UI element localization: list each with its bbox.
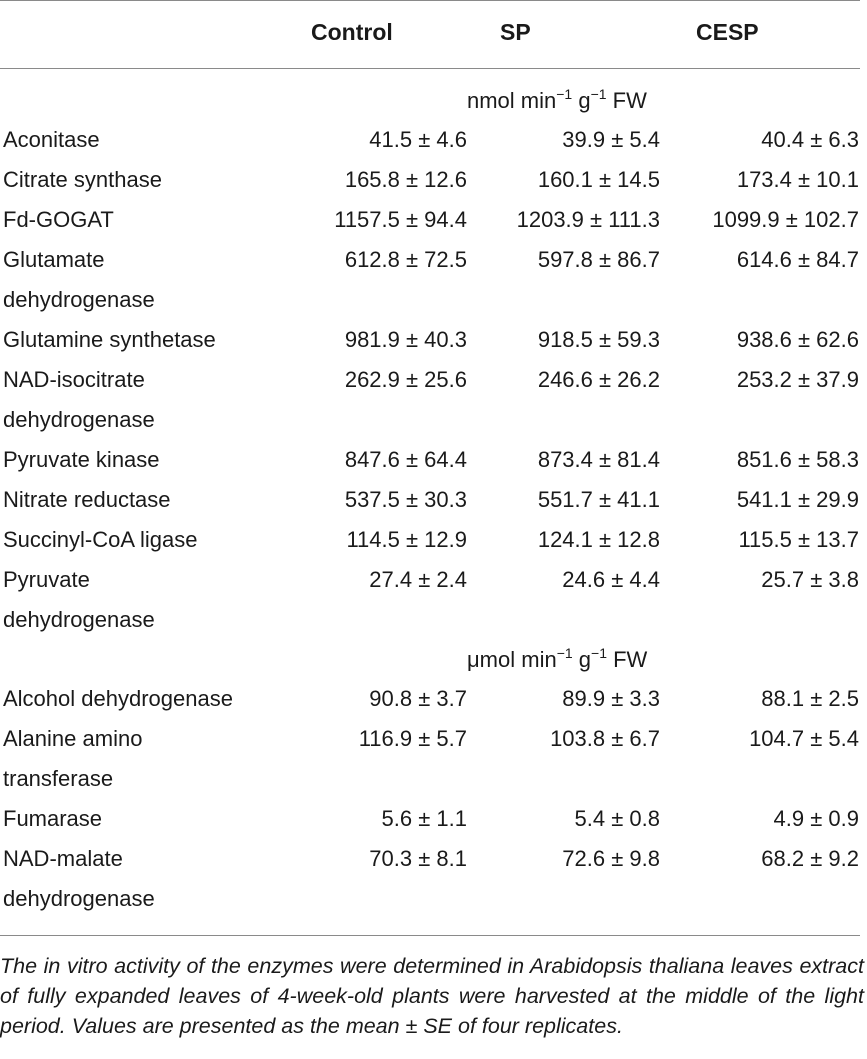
enzyme-name: Pyruvate <box>3 567 90 592</box>
value-control: 116.9 ± 5.7 <box>358 726 467 751</box>
value-cesp: 851.6 ± 58.3 <box>736 447 859 472</box>
value-cesp: 88.1 ± 2.5 <box>761 686 859 711</box>
unit-nmol-mid: g <box>572 88 591 113</box>
value-sp: 597.8 ± 86.7 <box>537 247 660 272</box>
value-sp: 72.6 ± 9.8 <box>562 846 660 871</box>
unit-heading-umol <box>467 645 647 675</box>
enzyme-name: Glutamine synthetase <box>3 327 216 352</box>
value-sp: 39.9 ± 5.4 <box>562 127 660 152</box>
enzyme-name-continued: transferase <box>3 766 114 791</box>
value-cesp: 541.1 ± 29.9 <box>736 487 859 512</box>
value-sp: 89.9 ± 3.3 <box>562 686 660 711</box>
value-cesp: 253.2 ± 37.9 <box>736 367 859 392</box>
value-control: 537.5 ± 30.3 <box>344 487 467 512</box>
value-cesp: 40.4 ± 6.3 <box>761 127 859 152</box>
column-header-cesp: CESP <box>696 19 759 45</box>
value-sp: 918.5 ± 59.3 <box>537 327 660 352</box>
unit-nmol-exp2: −1 <box>590 86 607 102</box>
value-control: 70.3 ± 8.1 <box>369 846 467 871</box>
enzyme-name: Succinyl-CoA ligase <box>3 527 198 552</box>
enzyme-name: Glutamate <box>3 247 105 272</box>
value-cesp: 614.6 ± 84.7 <box>736 247 859 272</box>
table-footnote: The in vitro activity of the enzymes were determined in Arabidopsis thaliana leaves extract of fully expanded leaves of 4-week-old plants were harvested at the middle of the light period. Values are presented as the mean ± SE of four replicates. <box>0 954 864 1038</box>
value-cesp: 938.6 ± 62.6 <box>736 327 859 352</box>
unit-nmol-post: FW <box>606 88 647 113</box>
value-cesp: 173.4 ± 10.1 <box>736 167 859 192</box>
value-sp: 160.1 ± 14.5 <box>537 167 660 192</box>
enzyme-name: Pyruvate kinase <box>3 447 160 472</box>
enzyme-name: Alcohol dehydrogenase <box>3 686 233 711</box>
enzyme-name: Nitrate reductase <box>3 487 171 512</box>
column-header-control: Control <box>311 19 393 45</box>
enzyme-name: Alanine amino <box>3 726 143 751</box>
value-sp: 124.1 ± 12.8 <box>537 527 660 552</box>
table-bottom-rule <box>0 935 860 936</box>
value-cesp: 25.7 ± 3.8 <box>761 567 859 592</box>
value-cesp: 68.2 ± 9.2 <box>761 846 859 871</box>
value-control: 90.8 ± 3.7 <box>369 686 467 711</box>
table-top-rule <box>0 0 860 1</box>
value-cesp: 115.5 ± 13.7 <box>738 527 859 552</box>
value-sp: 1203.9 ± 111.3 <box>516 207 660 232</box>
column-header-sp: SP <box>500 19 531 45</box>
enzyme-name-continued: dehydrogenase <box>3 886 155 911</box>
value-control: 262.9 ± 25.6 <box>344 367 467 392</box>
unit-umol-exp1: −1 <box>556 645 573 661</box>
value-control: 847.6 ± 64.4 <box>344 447 467 472</box>
value-cesp: 4.9 ± 0.9 <box>773 806 859 831</box>
value-control: 612.8 ± 72.5 <box>344 247 467 272</box>
value-control: 27.4 ± 2.4 <box>369 567 467 592</box>
value-control: 981.9 ± 40.3 <box>344 327 467 352</box>
unit-umol-exp2: −1 <box>591 645 607 661</box>
enzyme-name: Aconitase <box>3 127 100 152</box>
enzyme-name-continued: dehydrogenase <box>3 607 155 632</box>
unit-umol-post: FW <box>606 647 648 672</box>
value-sp: 24.6 ± 4.4 <box>562 567 660 592</box>
enzyme-name-continued: dehydrogenase <box>3 287 155 312</box>
unit-umol-pre: μmol min <box>467 647 557 672</box>
enzyme-name: NAD-isocitrate <box>3 367 145 392</box>
enzyme-name: Fumarase <box>3 806 103 831</box>
enzyme-name: Fd-GOGAT <box>3 207 114 232</box>
value-control: 1157.5 ± 94.4 <box>334 207 467 232</box>
value-sp: 103.8 ± 6.7 <box>550 726 660 751</box>
value-sp: 551.7 ± 41.1 <box>537 487 660 512</box>
value-cesp: 1099.9 ± 102.7 <box>712 207 859 232</box>
enzyme-name-continued: dehydrogenase <box>3 407 155 432</box>
value-cesp: 104.7 ± 5.4 <box>749 726 859 751</box>
enzyme-name: NAD-malate <box>3 846 123 871</box>
value-control: 5.6 ± 1.1 <box>381 806 467 831</box>
value-control: 114.5 ± 12.9 <box>346 527 467 552</box>
unit-nmol-exp1: −1 <box>556 86 573 102</box>
value-control: 165.8 ± 12.6 <box>344 167 467 192</box>
value-control: 41.5 ± 4.6 <box>369 127 467 152</box>
enzyme-name: Citrate synthase <box>3 167 162 192</box>
value-sp: 873.4 ± 81.4 <box>537 447 660 472</box>
unit-nmol-pre: nmol min <box>467 88 557 113</box>
value-sp: 246.6 ± 26.2 <box>537 367 660 392</box>
header-bottom-rule <box>0 68 860 69</box>
unit-umol-mid: g <box>572 647 592 672</box>
unit-heading-nmol <box>467 86 647 116</box>
value-sp: 5.4 ± 0.8 <box>574 806 660 831</box>
